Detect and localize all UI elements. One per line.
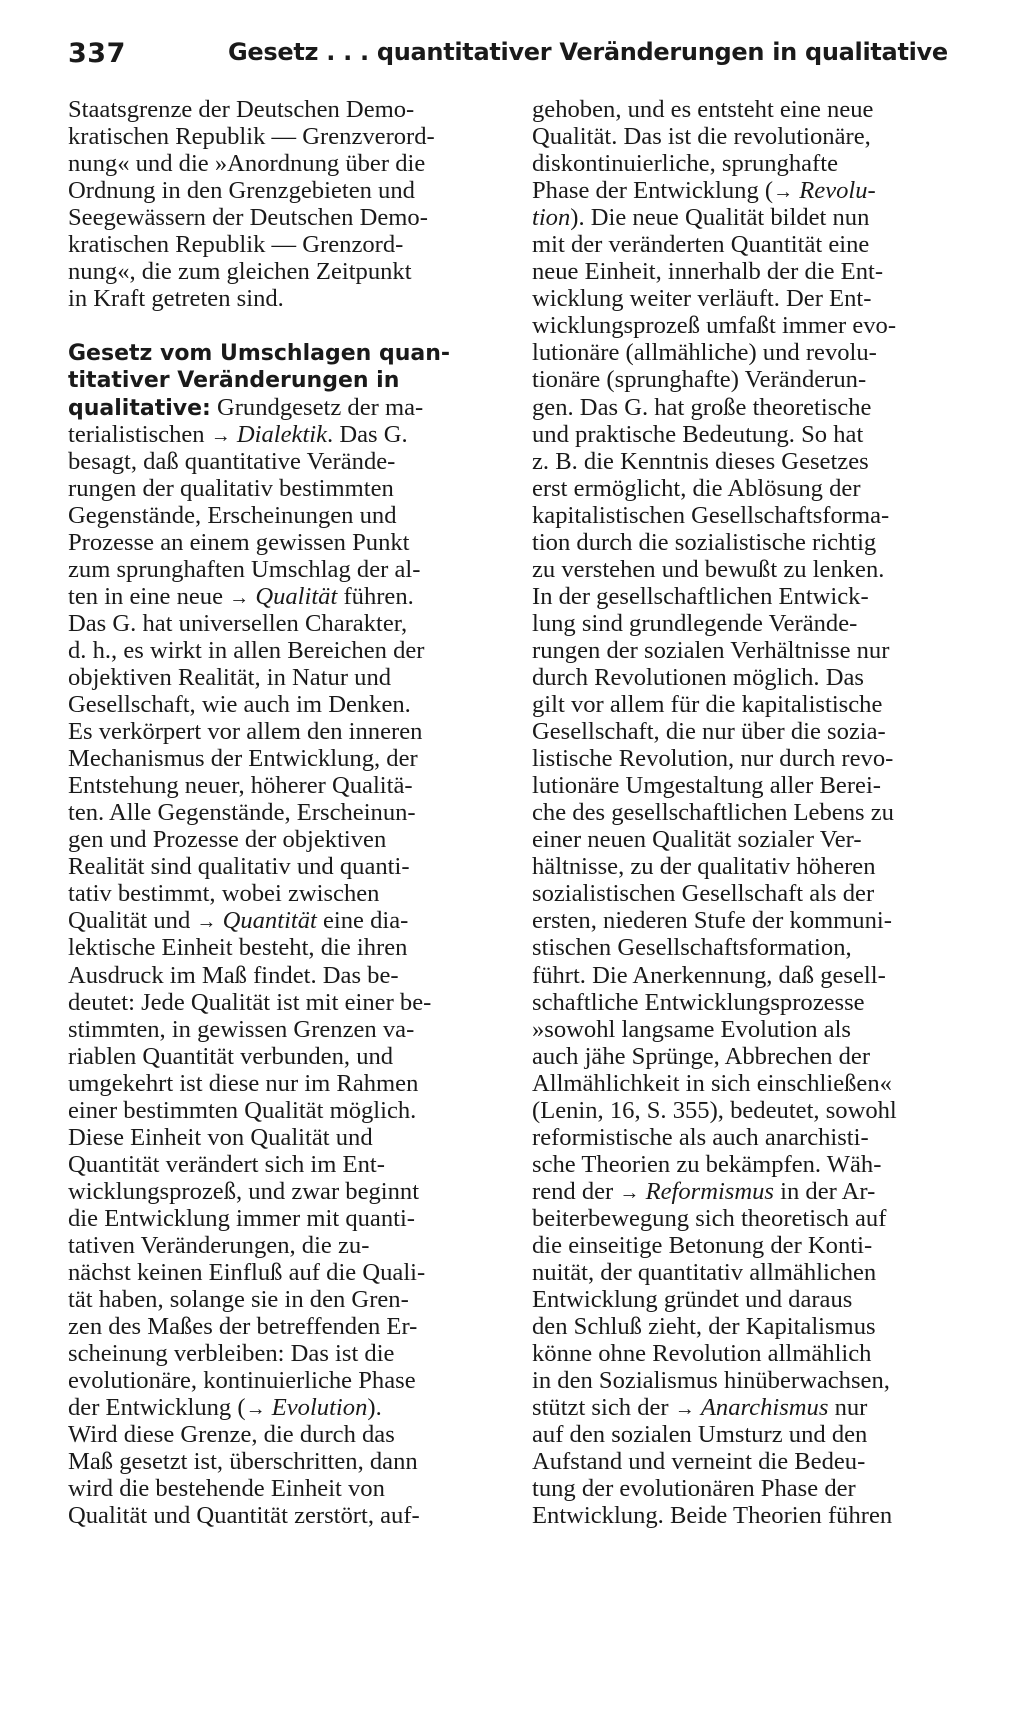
text-run: die Entwicklung immer mit quanti- bbox=[68, 1204, 415, 1232]
text-line bbox=[532, 1286, 960, 1313]
text-line bbox=[532, 583, 960, 610]
text-line bbox=[532, 907, 960, 934]
text-line bbox=[532, 1448, 960, 1475]
text-line bbox=[532, 1016, 960, 1043]
text-run: Entwicklung. Beide Theorien führen bbox=[532, 1502, 893, 1530]
text-line bbox=[68, 880, 496, 907]
text-run: Gegenstände, Erscheinungen und bbox=[68, 501, 397, 529]
text-run: nur bbox=[828, 1394, 868, 1422]
text-line bbox=[532, 1502, 960, 1529]
text-run: kratischen Republik — Grenzord- bbox=[68, 231, 404, 259]
text-line bbox=[532, 123, 960, 150]
cross-reference: Anarchismus bbox=[700, 1394, 829, 1422]
text-line bbox=[532, 934, 960, 961]
cross-reference: Evolution bbox=[271, 1394, 368, 1422]
text-line bbox=[68, 1502, 496, 1529]
text-line bbox=[68, 1394, 496, 1421]
entry-headword: titativer Veränderungen in bbox=[68, 368, 400, 394]
text-line bbox=[532, 1340, 960, 1367]
text-line bbox=[532, 610, 960, 637]
text-run: beiterbewegung sich theoretisch auf bbox=[532, 1204, 887, 1232]
text-run: Wird diese Grenze, die durch das bbox=[68, 1421, 395, 1449]
entry-headword: qualitative: bbox=[68, 395, 211, 421]
text-line bbox=[68, 1124, 496, 1151]
text-line bbox=[68, 529, 496, 556]
text-line bbox=[532, 989, 960, 1016]
text-line bbox=[68, 394, 496, 421]
text-run: Ordnung in den Grenzgebieten und bbox=[68, 177, 415, 205]
running-head: Gesetz . . . quantitativer Veränderungen in qualitative bbox=[228, 38, 948, 66]
text-run: nung«, die zum gleichen Zeitpunkt bbox=[68, 258, 412, 286]
text-run: Mechanismus der Entwicklung, der bbox=[68, 745, 418, 773]
text-line bbox=[68, 1475, 496, 1502]
text-line bbox=[68, 123, 496, 150]
text-run: tion durch die sozialistische richtig bbox=[532, 528, 877, 556]
text-run: stimmten, in gewissen Grenzen va- bbox=[68, 1015, 415, 1043]
text-line bbox=[532, 799, 960, 826]
text-run: lektische Einheit besteht, die ihren bbox=[68, 934, 408, 962]
text-line bbox=[532, 1475, 960, 1502]
paragraph-gap bbox=[68, 312, 496, 339]
text-line bbox=[68, 1178, 496, 1205]
text-line bbox=[68, 502, 496, 529]
text-line bbox=[68, 231, 496, 258]
text-run: kratischen Republik — Grenzverord- bbox=[68, 123, 435, 151]
text-line bbox=[532, 1394, 960, 1421]
text-line bbox=[68, 421, 496, 448]
text-line bbox=[68, 366, 496, 393]
text-line bbox=[68, 556, 496, 583]
text-run: sozialistischen Gesellschaft als der bbox=[532, 880, 875, 908]
entry-headword: Gesetz vom Umschlagen quan- bbox=[68, 341, 451, 367]
cross-reference: Qualität bbox=[255, 582, 338, 610]
text-run: Grundgesetz der ma- bbox=[210, 393, 424, 421]
arrow-icon: → bbox=[210, 424, 231, 447]
text-run: wird die bestehende Einheit von bbox=[68, 1475, 385, 1503]
text-line bbox=[68, 1367, 496, 1394]
text-run: diskontinuierliche, sprunghafte bbox=[532, 150, 838, 178]
text-line bbox=[532, 1232, 960, 1259]
text-run: ). Die neue Qualität bildet nun bbox=[570, 204, 870, 232]
text-run: hältnisse, zu der qualitativ höheren bbox=[532, 853, 876, 881]
text-run: tativen Veränderungen, die zu- bbox=[68, 1231, 370, 1259]
text-line bbox=[532, 718, 960, 745]
text-run: Allmählichkeit in sich einschließen« bbox=[532, 1069, 892, 1097]
text-run: riablen Quantität verbunden, und bbox=[68, 1042, 394, 1070]
text-line bbox=[532, 772, 960, 799]
text-run: eine dia- bbox=[316, 907, 409, 935]
text-line bbox=[68, 258, 496, 285]
text-line bbox=[68, 637, 496, 664]
text-line bbox=[532, 421, 960, 448]
text-run: stützt sich der bbox=[532, 1394, 675, 1422]
text-line bbox=[68, 583, 496, 610]
text-line bbox=[68, 339, 496, 366]
text-run: neue Einheit, innerhalb der die Ent- bbox=[532, 258, 884, 286]
cross-reference: Quantität bbox=[222, 907, 317, 935]
text-run: durch Revolutionen möglich. Das bbox=[532, 663, 864, 691]
text-run: Entwicklung gründet und daraus bbox=[532, 1286, 853, 1314]
text-run: gen. Das G. hat große theoretische bbox=[532, 393, 872, 421]
text-run: der Entwicklung ( bbox=[68, 1394, 246, 1422]
text-line bbox=[68, 1043, 496, 1070]
text-line bbox=[532, 853, 960, 880]
text-line bbox=[68, 853, 496, 880]
text-line bbox=[68, 475, 496, 502]
text-run: scheinung verbleiben: Das ist die bbox=[68, 1340, 395, 1368]
text-run: lutionäre Umgestaltung aller Berei- bbox=[532, 772, 881, 800]
text-run: Qualität. Das ist die revolutionäre, bbox=[532, 123, 871, 151]
text-run: ten in eine neue bbox=[68, 582, 230, 610]
text-run: z. B. die Kenntnis dieses Gesetzes bbox=[532, 447, 869, 475]
text-run: rend der bbox=[532, 1177, 620, 1205]
text-run: und praktische Bedeutung. So hat bbox=[532, 420, 864, 448]
text-run: nuität, der quantitativ allmählichen bbox=[532, 1259, 877, 1287]
text-line bbox=[68, 1205, 496, 1232]
text-run: ten. Alle Gegenstände, Erscheinun- bbox=[68, 799, 416, 827]
text-run: zu verstehen und bewußt zu lenken. bbox=[532, 555, 885, 583]
text-run: wicklung weiter verläuft. Der Ent- bbox=[532, 285, 872, 313]
text-run: »sowohl langsame Evolution als bbox=[532, 1015, 851, 1043]
text-line bbox=[68, 1232, 496, 1259]
text-run: erst ermöglicht, die Ablösung der bbox=[532, 474, 861, 502]
text-run: listische Revolution, nur durch revo- bbox=[532, 745, 894, 773]
arrow-icon: → bbox=[674, 1398, 695, 1421]
text-line bbox=[68, 1097, 496, 1124]
text-line bbox=[68, 1286, 496, 1313]
text-line bbox=[68, 96, 496, 123]
text-line bbox=[68, 772, 496, 799]
text-line bbox=[68, 989, 496, 1016]
text-run: Qualität und bbox=[68, 907, 197, 935]
text-line bbox=[68, 691, 496, 718]
text-run: sche Theorien zu bekämpfen. Wäh- bbox=[532, 1150, 882, 1178]
text-line bbox=[532, 312, 960, 339]
text-line bbox=[68, 204, 496, 231]
text-run: evolutionäre, kontinuierliche Phase bbox=[68, 1367, 416, 1395]
text-line bbox=[532, 1367, 960, 1394]
text-line bbox=[68, 826, 496, 853]
text-line bbox=[532, 204, 960, 231]
text-run: Es verkörpert vor allem den inneren bbox=[68, 718, 423, 746]
text-line bbox=[532, 556, 960, 583]
text-line bbox=[532, 448, 960, 475]
page-header bbox=[68, 38, 948, 78]
text-run: führt. Die Anerkennung, daß gesell- bbox=[532, 961, 886, 989]
text-run: kapitalistischen Gesellschaftsforma- bbox=[532, 501, 890, 529]
text-run: gehoben, und es entsteht eine neue bbox=[532, 96, 874, 123]
arrow-icon: → bbox=[229, 586, 250, 609]
text-line bbox=[532, 637, 960, 664]
text-line bbox=[532, 285, 960, 312]
text-line bbox=[532, 1421, 960, 1448]
text-line bbox=[532, 880, 960, 907]
text-line bbox=[68, 1313, 496, 1340]
text-line bbox=[532, 826, 960, 853]
text-line bbox=[68, 962, 496, 989]
text-line bbox=[532, 1043, 960, 1070]
text-run: ersten, niederen Stufe der kommuni- bbox=[532, 907, 892, 935]
text-run: Phase der Entwicklung ( bbox=[532, 177, 774, 205]
text-run: tativ bestimmt, wobei zwischen bbox=[68, 880, 380, 908]
text-run: tung der evolutionären Phase der bbox=[532, 1475, 856, 1503]
text-line bbox=[68, 745, 496, 772]
text-line bbox=[68, 1448, 496, 1475]
text-line bbox=[68, 150, 496, 177]
text-run: Gesellschaft, die nur über die sozia- bbox=[532, 718, 886, 746]
text-run: tionäre (sprunghafte) Veränderun- bbox=[532, 366, 867, 394]
text-run: umgekehrt ist diese nur im Rahmen bbox=[68, 1069, 419, 1097]
cross-reference: Dialektik bbox=[236, 420, 328, 448]
text-run: Entstehung neuer, höherer Qualitä- bbox=[68, 772, 413, 800]
text-line bbox=[532, 394, 960, 421]
text-line bbox=[532, 1178, 960, 1205]
cross-reference: tion bbox=[532, 204, 571, 232]
text-run: einer neuen Qualität sozialer Ver- bbox=[532, 826, 862, 854]
text-run: schaftliche Entwicklungsprozesse bbox=[532, 988, 865, 1016]
text-run: Qualität und Quantität zerstört, auf- bbox=[68, 1502, 420, 1530]
text-run: in Kraft getreten sind. bbox=[68, 285, 284, 313]
text-line bbox=[532, 691, 960, 718]
page-number: 337 bbox=[68, 38, 126, 69]
text-run: zum sprunghaften Umschlag der al- bbox=[68, 555, 421, 583]
text-run: terialistischen bbox=[68, 420, 211, 448]
text-run: Gesellschaft, wie auch im Denken. bbox=[68, 691, 411, 719]
text-line bbox=[532, 96, 960, 123]
text-line bbox=[532, 1205, 960, 1232]
text-run: objektiven Realität, in Natur und bbox=[68, 663, 392, 691]
text-run: che des gesellschaftlichen Lebens zu bbox=[532, 799, 894, 827]
text-run: zen des Maßes der betreffenden Er- bbox=[68, 1313, 418, 1341]
arrow-icon: → bbox=[196, 911, 217, 934]
text-line bbox=[68, 799, 496, 826]
text-line bbox=[68, 907, 496, 934]
text-line bbox=[532, 1124, 960, 1151]
text-run: . Das G. bbox=[327, 420, 408, 448]
text-line bbox=[68, 1070, 496, 1097]
left-column bbox=[68, 96, 496, 1529]
text-run: rungen der sozialen Verhältnisse nur bbox=[532, 636, 890, 664]
cross-reference: Reformismus bbox=[645, 1177, 774, 1205]
text-line bbox=[68, 1151, 496, 1178]
text-run: führen. bbox=[337, 582, 414, 610]
text-run: Ausdruck im Maß findet. Das be- bbox=[68, 961, 399, 989]
text-line bbox=[68, 1421, 496, 1448]
arrow-icon: → bbox=[619, 1181, 640, 1204]
text-run: gen und Prozesse der objektiven bbox=[68, 826, 387, 854]
text-run: mit der veränderten Quantität eine bbox=[532, 231, 870, 259]
text-run: nung« und die »Anordnung über die bbox=[68, 150, 426, 178]
text-line bbox=[532, 529, 960, 556]
text-run: reformistische als auch anarchisti- bbox=[532, 1123, 869, 1151]
text-line bbox=[532, 339, 960, 366]
text-run: Aufstand und verneint die Bedeu- bbox=[532, 1448, 866, 1476]
text-line bbox=[68, 1259, 496, 1286]
text-line bbox=[68, 1016, 496, 1043]
text-run: auch jähe Sprünge, Abbrechen der bbox=[532, 1042, 871, 1070]
text-run: besagt, daß quantitative Verände- bbox=[68, 447, 396, 475]
text-run: Staatsgrenze der Deutschen Demo- bbox=[68, 96, 415, 123]
arrow-icon: → bbox=[245, 1398, 266, 1421]
text-run: wicklungsprozeß umfaßt immer evo- bbox=[532, 312, 897, 340]
text-run: die einseitige Betonung der Konti- bbox=[532, 1231, 873, 1259]
text-line bbox=[532, 962, 960, 989]
text-run: den Schluß zieht, der Kapitalismus bbox=[532, 1313, 876, 1341]
text-run: wicklungsprozeß, und zwar beginnt bbox=[68, 1177, 420, 1205]
arrow-icon: → bbox=[773, 181, 794, 204]
right-column bbox=[532, 96, 960, 1529]
text-run: nächst keinen Einfluß auf die Quali- bbox=[68, 1259, 426, 1287]
text-run: in den Sozialismus hinüberwachsen, bbox=[532, 1367, 890, 1395]
text-run: rungen der qualitativ bestimmten bbox=[68, 474, 394, 502]
text-run: tät haben, solange sie in den Gren- bbox=[68, 1286, 409, 1314]
text-line bbox=[68, 718, 496, 745]
text-run: Quantität verändert sich im Ent- bbox=[68, 1150, 385, 1178]
text-line bbox=[68, 177, 496, 204]
text-line bbox=[532, 150, 960, 177]
text-line bbox=[532, 745, 960, 772]
text-line bbox=[532, 366, 960, 393]
text-run: In der gesellschaftlichen Entwick- bbox=[532, 582, 869, 610]
text-line bbox=[532, 1070, 960, 1097]
text-line bbox=[532, 475, 960, 502]
text-run: einer bestimmten Qualität möglich. bbox=[68, 1096, 417, 1124]
text-run: Seegewässern der Deutschen Demo- bbox=[68, 204, 428, 232]
text-run: könne ohne Revolution allmählich bbox=[532, 1340, 872, 1368]
text-line bbox=[68, 664, 496, 691]
text-run: Das G. hat universellen Charakter, bbox=[68, 609, 408, 637]
text-run: stischen Gesellschaftsformation, bbox=[532, 934, 852, 962]
text-line bbox=[532, 258, 960, 285]
text-run: Prozesse an einem gewissen Punkt bbox=[68, 528, 410, 556]
text-line bbox=[532, 231, 960, 258]
text-run: d. h., es wirkt in allen Bereichen der bbox=[68, 636, 425, 664]
text-run: ). bbox=[367, 1394, 382, 1422]
text-run: gilt vor allem für die kapitalistische bbox=[532, 691, 883, 719]
text-run: Maß gesetzt ist, überschritten, dann bbox=[68, 1448, 418, 1476]
text-line bbox=[532, 1313, 960, 1340]
text-line bbox=[532, 502, 960, 529]
text-run: (Lenin, 16, S. 355), bedeutet, sowohl bbox=[532, 1096, 897, 1124]
text-line bbox=[532, 664, 960, 691]
text-run: Realität sind qualitativ und quanti- bbox=[68, 853, 410, 881]
cross-reference: Revolu- bbox=[799, 177, 876, 205]
text-run: Diese Einheit von Qualität und bbox=[68, 1123, 373, 1151]
text-run: lutionäre (allmähliche) und revolu- bbox=[532, 339, 877, 367]
text-line bbox=[68, 934, 496, 961]
text-line bbox=[68, 610, 496, 637]
text-line bbox=[68, 448, 496, 475]
text-line bbox=[68, 285, 496, 312]
text-line bbox=[532, 177, 960, 204]
text-line bbox=[532, 1097, 960, 1124]
text-line bbox=[68, 1340, 496, 1367]
text-run: deutet: Jede Qualität ist mit einer be- bbox=[68, 988, 432, 1016]
text-run: lung sind grundlegende Verände- bbox=[532, 609, 858, 637]
text-line bbox=[532, 1259, 960, 1286]
text-run: auf den sozialen Umsturz und den bbox=[532, 1421, 868, 1449]
text-run: in der Ar- bbox=[774, 1177, 876, 1205]
text-line bbox=[532, 1151, 960, 1178]
